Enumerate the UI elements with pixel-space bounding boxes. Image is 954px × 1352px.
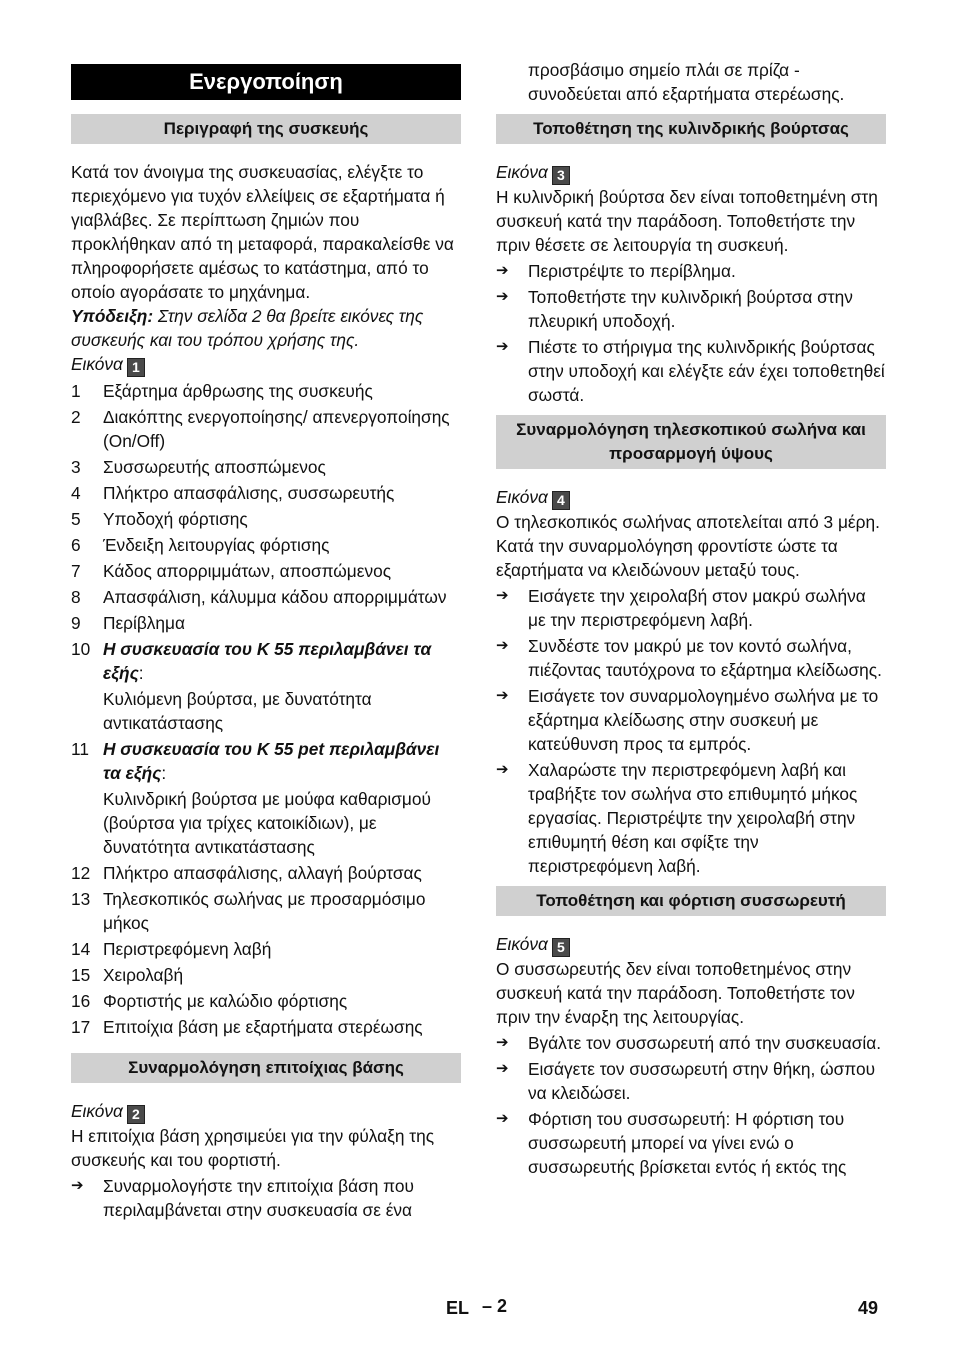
brush-paragraph: Η κυλινδρική βούρτσα δεν είναι τοποθετημένη στη συσκευή κατά την παράδοση. Τοποθετήστε την πριν θέσετε σε λειτουργία τη συσκευή. [496, 187, 878, 255]
instruction-step [496, 634, 886, 682]
note-label: Υπόδειξη: [71, 306, 154, 326]
list-item [71, 737, 461, 785]
arrow-icon: ➔ [496, 262, 509, 279]
list-item [71, 963, 461, 987]
list-item-number: 17 [71, 1017, 91, 1037]
list-item [71, 379, 461, 403]
list-item-text: Υποδοχή φόρτισης [103, 509, 248, 529]
arrow-icon: ➔ [71, 1177, 84, 1194]
list-item-number: 9 [71, 613, 81, 633]
instruction-step [71, 1174, 461, 1222]
instruction-text: Συναρμολογήστε την επιτοίχια βάση που περιλαμβάνεται στην συσκευασία σε ένα [103, 1176, 414, 1220]
list-item [71, 455, 461, 479]
instruction-step [496, 1031, 886, 1055]
instruction-step [496, 335, 886, 407]
note-paragraph [71, 304, 461, 352]
instruction-text: Εισάγετε την χειρολαβή στον μακρύ σωλήνα με την περιστρεφόμενη λαβή. [528, 586, 866, 630]
list-item [71, 481, 461, 505]
battery-paragraph: Ο συσσωρευτής δεν είναι τοποθετημένος στην συσκευή κατά την παράδοση. Τοποθετήστε τον πριν την έναρξη της λειτουργίας. [496, 959, 855, 1027]
list-item-number: 11 [71, 739, 89, 759]
arrow-icon: ➔ [496, 687, 509, 704]
tube-steps [496, 584, 886, 878]
arrow-icon: ➔ [496, 637, 509, 654]
list-item [71, 887, 461, 935]
instruction-text: Χαλαρώστε την περιστρεφόμενη λαβή και τραβήξτε τον σωλήνα στο επιθυμητό μήκος εργασίας. Περιστρέψτε την χειρολαβή στην επιθυμητή θέση και σφίξτε την περιστρεφόμενη λαβή. [528, 760, 858, 876]
instruction-step [496, 584, 886, 632]
figure-ref-1 [71, 352, 461, 377]
figure-label: Εικόνα [71, 1101, 123, 1121]
figure-label: Εικόνα [496, 487, 548, 507]
colon: : [161, 763, 167, 783]
instruction-text: Εισάγετε τον συναρμολογημένο σωλήνα με το εξάρτημα κλείδωσης στην συσκευή με κατεύθυνση προς τα εμπρός. [528, 686, 879, 754]
instruction-text: Τοποθετήστε την κυλινδρική βούρτσα στην πλευρική υποδοχή. [528, 287, 853, 331]
list-item-bold-text: Η συσκευασία του K 55 περιλαμβάνει τα εξής [103, 639, 432, 683]
figure-ref-4 [496, 485, 886, 510]
section-heading-wall-mount: Συναρμολόγηση επιτοίχιας βάσης [71, 1053, 461, 1083]
figure-label: Εικόνα [71, 354, 123, 374]
list-item [71, 405, 461, 453]
left-column [71, 58, 461, 1222]
instruction-text: Περιστρέψτε το περίβλημα. [528, 261, 736, 281]
arrow-icon: ➔ [496, 1034, 509, 1051]
instruction-step [496, 1057, 886, 1105]
list-item-text: Επιτοίχια βάση με εξαρτήματα στερέωσης [103, 1017, 423, 1037]
figure-number-badge: 1 [127, 358, 145, 377]
list-item-continuation: Κυλιόμενη βούρτσα, με δυνατότητα αντικατάστασης [103, 689, 372, 733]
list-item-text: Χειρολαβή [103, 965, 184, 985]
list-item-text: Απασφάλιση, κάλυμμα κάδου απορριμμάτων [103, 587, 447, 607]
list-item-text: Διακόπτης ενεργοποίησης/ απενεργοποίησης (On/Off) [103, 407, 450, 451]
instruction-step [496, 684, 886, 756]
battery-steps [496, 1031, 886, 1179]
list-item-text: Φορτιστής με καλώδιο φόρτισης [103, 991, 348, 1011]
figure-ref-2 [71, 1099, 461, 1124]
list-item-number: 4 [71, 483, 81, 503]
instruction-step [496, 285, 886, 333]
list-item-number: 5 [71, 509, 81, 529]
figure-number-badge: 3 [552, 166, 570, 185]
section-heading-device-description: Περιγραφή της συσκευής [71, 114, 461, 144]
instruction-text: Φόρτιση του συσσωρευτή: Η φόρτιση του συσσωρευτή μπορεί να γίνει ενώ ο συσσωρευτής βρίσκεται εντός ή εκτός της [528, 1109, 847, 1177]
list-item [71, 585, 461, 609]
list-item [71, 559, 461, 583]
section-heading-cylindrical-brush: Τοποθέτηση της κυλινδρικής βούρτσας [496, 114, 886, 144]
arrow-icon: ➔ [496, 288, 509, 305]
list-item-text: Εξάρτημα άρθρωσης της συσκευής [103, 381, 373, 401]
list-item-number: 16 [71, 991, 91, 1011]
instruction-text: Συνδέστε τον μακρύ με τον κοντό σωλήνα, πιέζοντας ταυτόχρονα το εξάρτημα κλείδωσης. [528, 636, 882, 680]
list-item-number: 14 [71, 939, 91, 959]
arrow-icon: ➔ [496, 1060, 509, 1077]
instruction-text: Εισάγετε τον συσσωρευτή στην θήκη, ώσπου να κλειδώσει. [528, 1059, 876, 1103]
instruction-step [496, 259, 886, 283]
tube-paragraph: Ο τηλεσκοπικός σωλήνας αποτελείται από 3 μέρη. Κατά την συναρμολόγηση φροντίστε ώστε τα εξαρτήματα να κλειδώνουν μεταξύ τους. [496, 512, 880, 580]
list-item-text: Κάδος απορριμμάτων, αποσπώμενος [103, 561, 392, 581]
arrow-icon: ➔ [496, 761, 509, 778]
list-item-number: 12 [71, 863, 91, 883]
list-item-text: Πλήκτρο απασφάλισης, αλλαγή βούρτσας [103, 863, 422, 883]
instruction-text: Πιέστε το στήριγμα της κυλινδρικής βούρτσας στην υποδοχή και ελέγξτε εάν έχει τοποθετηθεί σωστά. [528, 337, 885, 405]
note-text: Στην σελίδα 2 θα βρείτε εικόνες της συσκευής και του τρόπου χρήσης της. [71, 306, 424, 350]
figure-ref-5 [496, 932, 886, 957]
page-title: Ενεργοποίηση [71, 64, 461, 100]
figure-number-badge: 4 [552, 491, 570, 510]
list-item-bold-text: Η συσκευασία του K 55 pet περιλαμβάνει τα εξής [103, 739, 440, 783]
arrow-icon: ➔ [496, 338, 509, 355]
list-item-number: 6 [71, 535, 81, 555]
list-item [71, 507, 461, 531]
list-item-continuation: Κυλινδρική βούρτσα με μούφα καθαρισμού (βούρτσα για τρίχες κατοικίδιων), με δυνατότητα αντικατάστασης [103, 789, 431, 857]
colon: : [138, 663, 144, 683]
right-column [496, 58, 886, 1179]
intro-paragraph: Κατά τον άνοιγμα της συσκευασίας, ελέγξτε το περιεχόμενο για τυχόν ελλείψεις σε εξαρτήματα ή γιαβλάβες. Σε περίπτωση ζημιών που προκλήθηκαν από τη μεταφορά, παρακαλείσθε να πληροφορήσετε αμέσως το κατάστημα, από το οποίο αγοράσατε το μηχάνημα. [71, 162, 454, 302]
section-heading-battery: Τοποθέτηση και φόρτιση συσσωρευτή [496, 886, 886, 916]
list-item-number: 13 [71, 889, 91, 909]
list-item [71, 861, 461, 885]
section-heading-telescopic-tube: Συναρμολόγηση τηλεσκοπικού σωλήνα και προσαρμογή ύψους [496, 415, 886, 469]
footer-page-number: 49 [858, 1298, 879, 1318]
list-item-number: 1 [71, 381, 81, 401]
figure-number-badge: 2 [127, 1105, 145, 1124]
instruction-step [496, 758, 886, 878]
list-item-text: Τηλεσκοπικός σωλήνας με προσαρμόσιμο μήκος [103, 889, 426, 933]
figure-label: Εικόνα [496, 162, 548, 182]
list-item-number: 7 [71, 561, 81, 581]
list-item-number: 2 [71, 407, 81, 427]
list-item [71, 1015, 461, 1039]
footer-page-marker: – 2 [482, 1296, 508, 1316]
figure-label: Εικόνα [496, 934, 548, 954]
instruction-step [496, 1107, 886, 1179]
list-item-number: 8 [71, 587, 81, 607]
list-item-number: 3 [71, 457, 81, 477]
figure-number-badge: 5 [552, 938, 570, 957]
list-item-text: Ένδειξη λειτουργίας φόρτισης [103, 535, 330, 555]
list-item [71, 937, 461, 961]
list-item-text: Περίβλημα [103, 613, 185, 633]
parts-list [71, 379, 461, 635]
continued-instruction-text: προσβάσιμο σημείο πλάι σε πρίζα - συνοδεύεται από εξαρτήματα στερέωσης. [528, 60, 845, 104]
instruction-text: Βγάλτε τον συσσωρευτή από την συσκευασία. [528, 1033, 881, 1053]
list-item-text: Συσσωρευτής αποσπώμενος [103, 457, 326, 477]
list-item [71, 533, 461, 557]
wall-mount-paragraph: Η επιτοίχια βάση χρησιμεύει για την φύλαξη της συσκευής και του φορτιστή. [71, 1126, 435, 1170]
list-item-number: 15 [71, 965, 91, 985]
list-item [71, 989, 461, 1013]
list-item [71, 637, 461, 685]
arrow-icon: ➔ [496, 1110, 509, 1127]
brush-steps [496, 259, 886, 407]
arrow-icon: ➔ [496, 587, 509, 604]
parts-list-continued [71, 861, 461, 1039]
list-item-text: Περιστρεφόμενη λαβή [103, 939, 272, 959]
figure-ref-3 [496, 160, 886, 185]
list-item-text: Πλήκτρο απασφάλισης, συσσωρευτής [103, 483, 395, 503]
list-item-number: 10 [71, 639, 91, 659]
list-item [71, 611, 461, 635]
footer-language: EL [446, 1298, 470, 1318]
